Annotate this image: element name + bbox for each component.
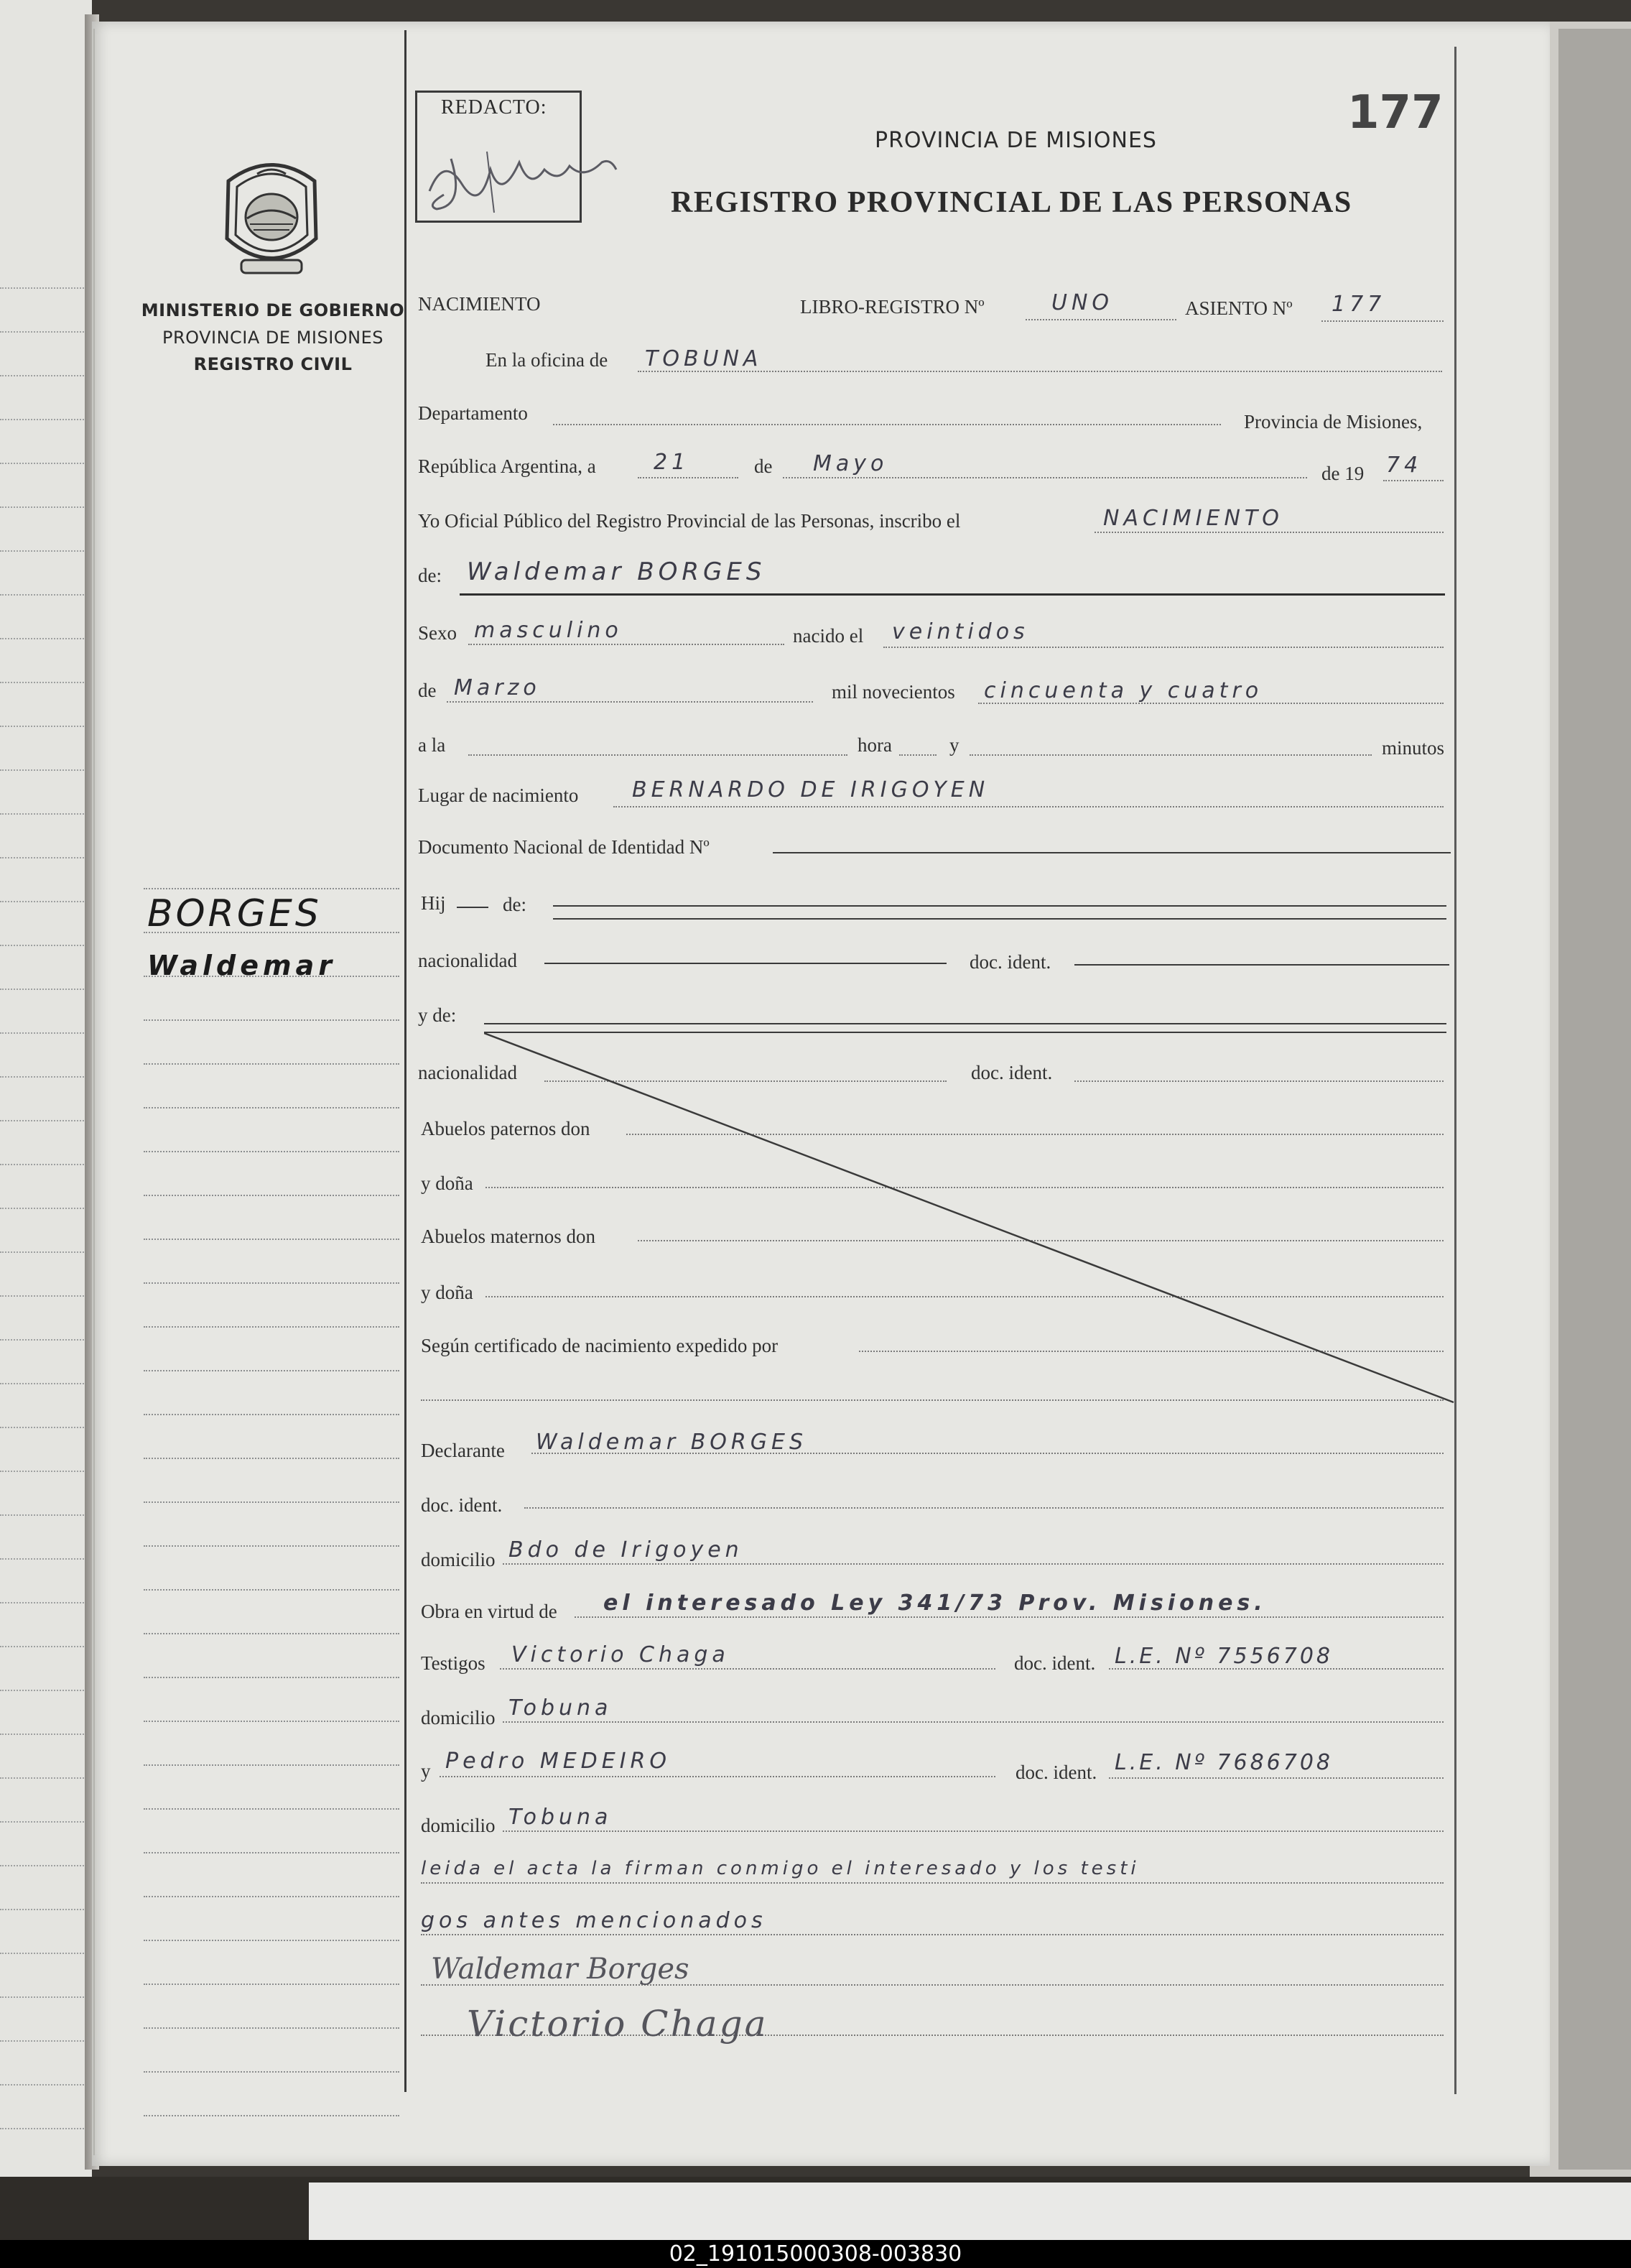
minutes-label: minutos <box>1382 737 1445 759</box>
index-rule <box>144 1633 399 1634</box>
witness1-domicile-value: Tobuna <box>508 1695 613 1721</box>
previous-page-rule <box>0 2040 86 2042</box>
witness1-doc-label: doc. ident. <box>1014 1652 1096 1674</box>
declarant-domicile-value: Bdo de Irigoyen <box>508 1537 743 1563</box>
index-given-name: Waldemar <box>147 950 336 981</box>
time-at-label: a la <box>418 734 446 756</box>
previous-page-rule <box>0 638 86 639</box>
witness2-and-label: y <box>421 1760 431 1782</box>
born-month-value: Marzo <box>454 675 541 700</box>
hour-line <box>468 754 847 756</box>
redacto-label: REDACTO: <box>441 96 547 119</box>
witness2-doc-line <box>1109 1777 1444 1779</box>
previous-page-rule <box>0 1865 86 1866</box>
previous-page-rule <box>0 1120 86 1121</box>
index-rule <box>144 1239 399 1240</box>
birthplace-label: Lugar de nacimiento <box>418 784 579 806</box>
page-stack-shadow <box>1558 29 1631 2170</box>
previous-page-rule <box>0 1164 86 1165</box>
witness2-doc-value: L.E. Nº 7686708 <box>1115 1750 1333 1775</box>
year-value: 74 <box>1386 453 1423 478</box>
name-of-label: de: <box>418 565 442 586</box>
country-label: República Argentina, a <box>418 455 596 477</box>
index-rule <box>144 1019 399 1021</box>
previous-page-rule <box>0 769 86 771</box>
signature-declarant: Waldemar Borges <box>431 1953 689 1986</box>
day-line <box>638 477 738 478</box>
index-rule <box>144 1370 399 1371</box>
witness2-doc-label: doc. ident. <box>1016 1762 1097 1783</box>
registry-title: REGISTRO PROVINCIAL DE LAS PERSONAS <box>671 186 1352 219</box>
registrant-name: Waldemar BORGES <box>467 557 766 586</box>
previous-page-rule <box>0 857 86 858</box>
index-rule <box>144 1414 399 1415</box>
statement-line <box>1095 532 1444 533</box>
record-type-label: NACIMIENTO <box>418 293 541 315</box>
previous-page-rule <box>0 682 86 683</box>
declarant-doc-line <box>524 1507 1444 1509</box>
previous-page-rule <box>0 1251 86 1253</box>
previous-page-rule <box>0 1076 86 1078</box>
born-day-value: veintidos <box>892 619 1029 644</box>
month-value: Mayo <box>813 451 888 476</box>
provincial-seal-icon <box>214 152 329 280</box>
previous-page-rule <box>0 1514 86 1516</box>
declarant-domicile-line <box>503 1563 1444 1565</box>
nationality-label: nacionalidad <box>418 950 517 971</box>
paternal-grandparents-label: Abuelos paternos don <box>421 1118 590 1139</box>
maternal-grandparents-label: Abuelos maternos don <box>421 1226 595 1247</box>
witness2-domicile-label: domicilio <box>421 1815 496 1836</box>
previous-page-rule <box>0 1427 86 1428</box>
witness2-value: Pedro MEDEIRO <box>445 1749 672 1774</box>
index-rule <box>144 1896 399 1897</box>
previous-page-rule <box>0 550 86 552</box>
department-label: Departamento <box>418 402 528 424</box>
previous-page-rule <box>0 2128 86 2129</box>
previous-page-rule <box>0 1996 86 1998</box>
declarant-doc-label: doc. ident. <box>421 1494 503 1516</box>
closing-text-2: gos antes mencionados <box>421 1908 767 1933</box>
previous-page-rule <box>0 1953 86 1954</box>
born-line <box>883 647 1444 648</box>
certificate-label: Según certificado de nacimiento expedido por <box>421 1335 779 1356</box>
previous-page-rule <box>0 1821 86 1823</box>
birthplace-value: BERNARDO DE IRIGOYEN <box>632 777 990 802</box>
previous-page-rule <box>0 1734 86 1735</box>
month-de-label: de <box>754 455 773 477</box>
child-of-label: de: <box>503 894 526 915</box>
index-rule <box>144 1151 399 1152</box>
previous-page-rule <box>0 1295 86 1297</box>
book-label: LIBRO-REGISTRO Nº <box>800 296 985 318</box>
born-label: nacido el <box>793 625 864 647</box>
filename-bar: 02_191015000308-003830 <box>0 2240 1631 2268</box>
doc-line <box>1074 964 1449 966</box>
previous-page-rule <box>0 331 86 333</box>
previous-page-rule <box>0 1646 86 1647</box>
official-statement: Yo Oficial Público del Registro Provincial de las Personas, inscribo el <box>418 510 961 532</box>
witness2-line <box>440 1776 995 1777</box>
previous-page-rule <box>0 1777 86 1779</box>
office-value: TOBUNA <box>645 346 763 371</box>
ministry-province: PROVINCIA DE MISIONES <box>162 328 384 348</box>
sex-value: masculino <box>474 618 623 643</box>
dni-line <box>773 852 1451 853</box>
book-value: UNO <box>1051 290 1114 315</box>
previous-page-rule <box>0 419 86 420</box>
previous-page-rule <box>0 375 86 376</box>
virtue-value: el interesado Ley 341/73 Prov. Misiones. <box>603 1591 1267 1616</box>
mother-label: y de: <box>418 1004 457 1026</box>
declarant-domicile-label: domicilio <box>421 1549 496 1570</box>
ministry-registry: REGISTRO CIVIL <box>193 354 353 374</box>
year-line <box>1383 480 1444 481</box>
closing-text-1: leida el acta la firman conmigo el interesado y los testi <box>421 1858 1140 1879</box>
virtue-label: Obra en virtud de <box>421 1601 557 1622</box>
index-rule <box>144 1589 399 1591</box>
index-rule <box>144 1458 399 1459</box>
index-rule <box>144 1282 399 1284</box>
hour-sep-line <box>899 754 937 756</box>
year-label: de 19 <box>1321 463 1365 484</box>
index-rule <box>144 1677 399 1678</box>
hour-label: hora <box>858 734 892 756</box>
previous-page-rule <box>0 463 86 464</box>
father-line <box>553 905 1446 907</box>
index-rule <box>144 1940 399 1941</box>
closing-line-1 <box>421 1882 1444 1884</box>
page-number: 177 <box>1347 86 1444 139</box>
thousand-label: mil novecientos <box>832 681 955 703</box>
previous-page-rule <box>0 901 86 902</box>
entry-label: ASIENTO Nº <box>1185 297 1293 319</box>
witness2-domicile-line <box>503 1830 1444 1832</box>
index-rule <box>144 2027 399 2029</box>
sex-line <box>468 644 784 645</box>
previous-page-rule <box>0 1471 86 1472</box>
time-and-label: y <box>949 734 959 756</box>
previous-page-rule <box>0 594 86 596</box>
name-line <box>460 593 1445 596</box>
index-rule <box>144 1545 399 1547</box>
month-line <box>783 477 1307 478</box>
index-rule <box>144 1984 399 1985</box>
child-dash <box>457 907 488 908</box>
scanner-strip <box>309 2183 1631 2246</box>
maternal-grandmother-label: y doña <box>421 1282 473 1303</box>
ministry-name: MINISTERIO DE GOBIERNO <box>141 300 405 320</box>
day-value: 21 <box>654 450 690 475</box>
witnesses-label: Testigos <box>421 1652 485 1674</box>
redacto-signature <box>422 141 623 220</box>
previous-page-rule <box>0 989 86 990</box>
witness1-domicile-line <box>503 1721 1444 1723</box>
witness1-value: Victorio Chaga <box>511 1642 730 1667</box>
index-rule <box>144 2071 399 2073</box>
previous-page-rule <box>0 945 86 946</box>
index-rule <box>144 1501 399 1503</box>
previous-page-rule <box>0 1909 86 1910</box>
previous-page-rule <box>0 726 86 727</box>
previous-page-edge <box>0 0 92 2177</box>
previous-page-rule <box>0 1690 86 1691</box>
previous-page-rule <box>0 1032 86 1034</box>
doc-label: doc. ident. <box>970 951 1051 973</box>
nationality-line <box>544 963 947 964</box>
office-label: En la oficina de <box>485 349 608 371</box>
declarant-label: Declarante <box>421 1440 505 1461</box>
signature-witness: Victorio Chaga <box>467 2003 768 2045</box>
previous-page-rule <box>0 1602 86 1603</box>
previous-page-rule <box>0 813 86 815</box>
index-rule <box>144 2115 399 2116</box>
entry-value: 177 <box>1332 292 1386 317</box>
previous-page-rule <box>0 506 86 508</box>
index-rule <box>144 1107 399 1108</box>
index-rule <box>144 1852 399 1853</box>
thousand-value: cincuenta y cuatro <box>984 678 1263 703</box>
index-rule <box>144 1721 399 1722</box>
previous-page-rule <box>0 287 86 289</box>
dni-label: Documento Nacional de Identidad Nº <box>418 836 710 858</box>
birthplace-line <box>613 806 1444 807</box>
nationality-label-2: nacionalidad <box>418 1062 517 1083</box>
statement-value: NACIMIENTO <box>1103 506 1283 531</box>
sex-label: Sexo <box>418 622 457 644</box>
virtue-line <box>575 1616 1444 1618</box>
closing-line-2 <box>421 1934 1444 1935</box>
entry-line <box>1321 320 1444 322</box>
doc-label-2: doc. ident. <box>971 1062 1053 1083</box>
book-line <box>1026 319 1176 320</box>
previous-page-rule <box>0 1383 86 1384</box>
paternal-grandmother-label: y doña <box>421 1172 473 1194</box>
witness1-domicile-label: domicilio <box>421 1707 496 1728</box>
index-rule <box>144 1326 399 1328</box>
cancel-diagonal <box>484 1023 1461 1411</box>
witness2-domicile-value: Tobuna <box>508 1805 613 1830</box>
witness1-doc-value: L.E. Nº 7556708 <box>1115 1644 1333 1669</box>
index-rule <box>144 1808 399 1810</box>
previous-page-rule <box>0 1208 86 1209</box>
department-line <box>553 424 1221 425</box>
born-month-de-label: de <box>418 680 437 701</box>
previous-page-rule <box>0 1339 86 1341</box>
province-title: PROVINCIA DE MISIONES <box>875 128 1157 153</box>
index-rule <box>144 1063 399 1065</box>
born-month-line <box>447 701 813 703</box>
minutes-line <box>970 754 1372 756</box>
declarant-value: Waldemar BORGES <box>536 1430 808 1455</box>
witness1-line <box>500 1668 995 1670</box>
child-label: Hij <box>421 892 446 914</box>
index-rule <box>144 888 399 889</box>
father-line-2 <box>553 918 1446 920</box>
previous-page-rule <box>0 2084 86 2086</box>
index-rule <box>144 1764 399 1766</box>
department-suffix: Provincia de Misiones, <box>1244 411 1423 432</box>
index-surname: BORGES <box>147 892 322 935</box>
previous-page-rule <box>0 1558 86 1560</box>
index-rule <box>144 1195 399 1196</box>
